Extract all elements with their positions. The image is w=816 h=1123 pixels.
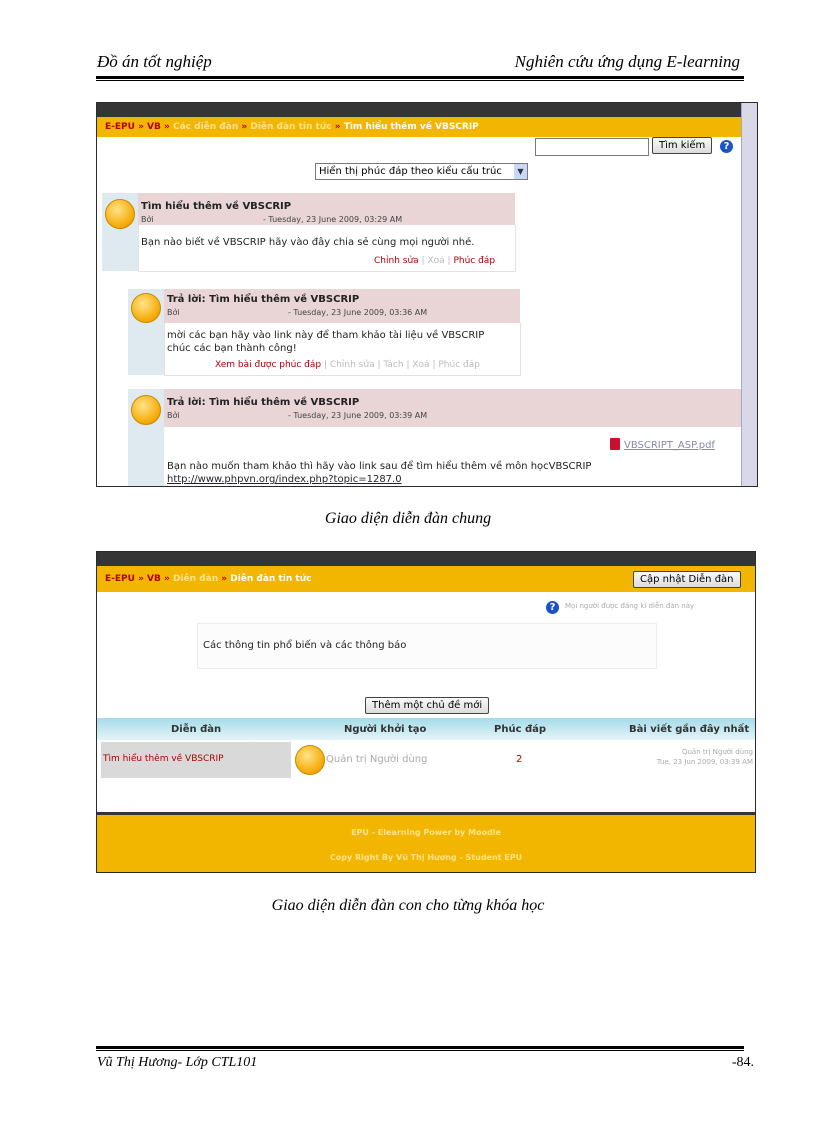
view-parent-link[interactable]: Xem bài được phúc đáp: [215, 360, 322, 370]
crumb-forums[interactable]: Các diễn đàn: [172, 122, 239, 132]
post-body-line: chúc các bạn thành công!: [167, 343, 297, 354]
window-topbar: [97, 552, 755, 566]
crumb-home[interactable]: E-EPU: [105, 122, 135, 132]
footer-line-2: Copy Right By Vũ Thị Hương - Student EPU: [329, 853, 523, 862]
split-link[interactable]: Tách: [383, 360, 404, 370]
footer-line-1: EPU - Elearning Power by Moodle: [351, 828, 501, 837]
header-rule-thin: [96, 80, 744, 81]
reply-link[interactable]: Phúc đáp: [453, 256, 496, 266]
edit-link[interactable]: Chỉnh sửa: [374, 256, 419, 266]
col-starter[interactable]: Người khởi tạo: [344, 724, 427, 735]
forum-description: Các thông tin phổ biến và các thông báo: [203, 640, 407, 651]
user-avatar: [105, 199, 135, 229]
subscribe-text: Mọi người được đăng kí diễn đàn này: [565, 602, 695, 610]
last-post-user[interactable]: Quản trị Người dùng: [681, 748, 753, 756]
last-post-date[interactable]: Tue, 23 Jun 2009, 03:39 AM: [656, 758, 753, 766]
topic-link[interactable]: Tìm hiểu thêm về VBSCRIP: [103, 754, 224, 764]
post-body-line: Bạn nào muốn tham khảo thì hãy vào link sau để tìm hiểu thêm về môn họcVBSCRIP: [167, 461, 592, 472]
caption-1: Giao diện diễn đàn chung: [324, 510, 492, 527]
footer-rule-thin: [96, 1050, 744, 1051]
delete-link[interactable]: Xoá: [412, 360, 430, 370]
post-actions: Xem bài được phúc đáp | Chỉnh sửa | Tách | Xoá | Phúc đáp: [215, 360, 480, 370]
col-last-post[interactable]: Bài viết gần đây nhất: [629, 724, 750, 735]
crumb-forums[interactable]: Diễn đàn: [172, 574, 219, 584]
site-footer: [97, 815, 755, 872]
crumb-home[interactable]: E-EPU: [105, 574, 135, 584]
breadcrumb: E-EPU » VB » Các diễn đàn » Diễn đàn tin tức » Tìm hiểu thêm về VBSCRIP: [97, 117, 757, 137]
display-mode-select[interactable]: Hiển thị phúc đáp theo kiểu cấu trúc ▼: [315, 163, 528, 180]
chevron-down-icon: ▼: [514, 164, 527, 179]
post-author: Bởi: [167, 411, 180, 420]
crumb-course[interactable]: VB: [147, 574, 161, 584]
post-body-line: mời các bạn hãy vào link này để tham khảo tài liệu về VBSCRIP: [167, 330, 485, 341]
crumb-course[interactable]: VB: [147, 122, 161, 132]
caption-2: Giao diện diễn đàn con cho từng khóa học: [271, 897, 545, 914]
scrollbar[interactable]: [741, 103, 758, 486]
starter-name[interactable]: Quản trị Người dùng: [326, 754, 428, 765]
header-left: Đồ án tốt nghiệp: [97, 52, 212, 71]
add-topic-button[interactable]: Thêm một chủ đề mới: [365, 697, 489, 714]
footer-rule: [96, 1046, 744, 1049]
forum-list-screenshot: [96, 551, 756, 873]
post-header: [164, 389, 741, 427]
post-link[interactable]: http://www.phpvn.org/index.php?topic=1287.0: [167, 474, 402, 485]
header-rule: [96, 76, 744, 79]
crumb-forum[interactable]: Diễn đàn tin tức: [250, 122, 332, 132]
user-avatar: [295, 745, 325, 775]
breadcrumb: E-EPU » VB » Diễn đàn » Diễn đàn tin tức: [97, 566, 755, 592]
help-icon[interactable]: ?: [720, 140, 733, 153]
post-author: Bởi: [167, 308, 180, 317]
crumb-current: Diễn đàn tin tức: [230, 574, 312, 584]
post-date: - Tuesday, 23 June 2009, 03:29 AM: [263, 215, 403, 224]
help-icon[interactable]: ?: [546, 601, 559, 614]
post-title: Trả lời: Tìm hiểu thêm về VBSCRIP: [167, 397, 360, 408]
post-date: - Tuesday, 23 June 2009, 03:36 AM: [288, 308, 428, 317]
reply-count[interactable]: 2: [516, 754, 523, 765]
edit-link[interactable]: Chỉnh sửa: [329, 360, 375, 370]
post-actions: Chỉnh sửa | Xoá | Phúc đáp: [374, 256, 496, 266]
header-right: Nghiên cứu ứng dụng E-learning: [514, 52, 740, 71]
footer-left: Vũ Thị Hương- Lớp CTL101: [97, 1055, 258, 1070]
post-date: - Tuesday, 23 June 2009, 03:39 AM: [288, 411, 428, 420]
delete-link[interactable]: Xoá: [427, 256, 445, 266]
search-input[interactable]: [535, 138, 649, 156]
post-title: Trả lời: Tìm hiểu thêm về VBSCRIP: [167, 294, 360, 305]
forum-thread-screenshot: [96, 102, 758, 487]
post-body: Bạn nào biết về VBSCRIP hãy vào đây chia sẻ cùng mọi người nhé.: [141, 237, 475, 248]
pdf-icon: [610, 438, 620, 450]
col-forum[interactable]: Diễn đàn: [171, 724, 222, 735]
user-avatar: [131, 293, 161, 323]
update-forum-button[interactable]: Cập nhật Diễn đàn: [633, 571, 741, 588]
reply-link[interactable]: Phúc đáp: [438, 360, 480, 370]
post-title: Tìm hiểu thêm về VBSCRIP: [141, 201, 292, 212]
user-avatar: [131, 395, 161, 425]
col-replies[interactable]: Phúc đáp: [494, 724, 547, 735]
search-button[interactable]: Tìm kiếm: [652, 137, 712, 154]
crumb-current: Tìm hiểu thêm về VBSCRIP: [343, 122, 479, 132]
attachment-link[interactable]: VBSCRIPT_ASP.pdf: [624, 440, 715, 451]
page-number: -84.: [731, 1055, 754, 1070]
window-topbar: [97, 103, 757, 117]
post-author: Bởi: [141, 215, 154, 224]
